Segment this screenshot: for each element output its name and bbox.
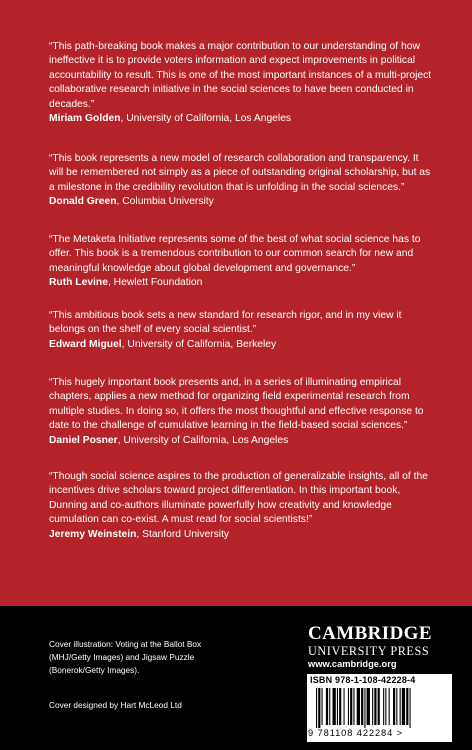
endorsement-text: “This ambitious book sets a new standard for research rigor, and in my view it belongs on the shelf of every social scientist.”: [49, 310, 402, 336]
endorsement-attribution: [49, 195, 434, 209]
cover-designer-credit: Cover designed by Hart McLeod Ltd: [49, 700, 182, 710]
isbn-barcode-block: [307, 674, 452, 742]
cover-illustration-credit: Cover illustration: Voting at the Ballot Box (MHJ/Getty Images) and Jigsaw Puzzle (Bonerok/Getty Images).: [49, 639, 202, 675]
endorsement-levine: [49, 233, 434, 291]
endorsement-golden: [49, 40, 434, 126]
endorsement-green: [49, 152, 434, 210]
endorser-affiliation: , Columbia University: [116, 196, 214, 208]
publisher-name: CAMBRIDGE: [308, 623, 432, 644]
endorsement-text: “The Metaketa Initiative represents some of the best of what social science has to offer. This book is a tremendous contribution to our common search for new and meaningful knowledge about global development and governance.”: [49, 234, 421, 274]
endorsement-text: “This book represents a new model of research collaboration and transparency. It will be remembered not simply as a piece of outstanding original scholarship, but as a milestone in the credibility revolution that is unfolding in the social sciences.”: [49, 153, 431, 193]
publisher-band: [0, 606, 472, 750]
endorsement-posner: [49, 376, 434, 448]
endorsement-attribution: [49, 434, 434, 448]
endorsement-miguel: [49, 309, 434, 352]
publisher-logo: [308, 624, 448, 670]
endorser-affiliation: , Hewlett Foundation: [107, 277, 203, 289]
endorser-name: Miriam Golden: [49, 113, 121, 125]
barcode-digits: 9 781108 422284 >: [308, 728, 404, 738]
endorsement-text: “This hugely important book presents and, in a series of illuminating empirical chapters, applies a new method for organizing field experimental research from multiple studies. In doing so, it offers the most thoughtful and effective response to date to the challenge of cumulative learning in the field-based social sciences.”: [49, 377, 424, 432]
endorser-name: Ruth Levine: [49, 277, 108, 289]
barcode-icon: [310, 688, 448, 728]
endorsement-attribution: [49, 276, 434, 290]
endorser-name: Daniel Posner: [49, 434, 118, 446]
endorser-name: Edward Miguel: [49, 338, 122, 350]
endorsement-text: “This path-breaking book makes a major contribution to our understanding of how ineffective it is to provide voters information and expect improvements in political accountability to result. This is one of the most important instances of a multi-project collaborative research initiative in the social sciences to have been conducted in decades.”: [49, 41, 432, 110]
endorser-name: Donald Green: [49, 196, 117, 208]
endorsement-attribution: [49, 112, 434, 126]
endorsement-attribution: [49, 528, 434, 542]
endorser-affiliation: , University of California, Berkeley: [121, 338, 277, 350]
endorser-affiliation: , Stanford University: [136, 528, 230, 540]
endorser-affiliation: , University of California, Los Angeles: [120, 113, 292, 125]
publisher-subtitle: UNIVERSITY PRESS: [308, 644, 430, 658]
endorsement-attribution: [49, 338, 434, 352]
endorsement-text: “Though social science aspires to the production of generalizable insights, all of the incentives drive scholars toward project differentiation. In this important book, Dunning and co-authors illuminate powerfully how creativity and knowledge cumulation can co-exist. A must read for social scientists!”: [49, 471, 428, 526]
endorsement-weinstein: [49, 470, 434, 542]
endorser-affiliation: , University of California, Los Angeles: [117, 434, 289, 446]
publisher-url: www.cambridge.org: [308, 659, 397, 669]
endorser-name: Jeremy Weinstein: [49, 528, 137, 540]
isbn-label: ISBN 978-1-108-42228-4: [310, 675, 416, 685]
